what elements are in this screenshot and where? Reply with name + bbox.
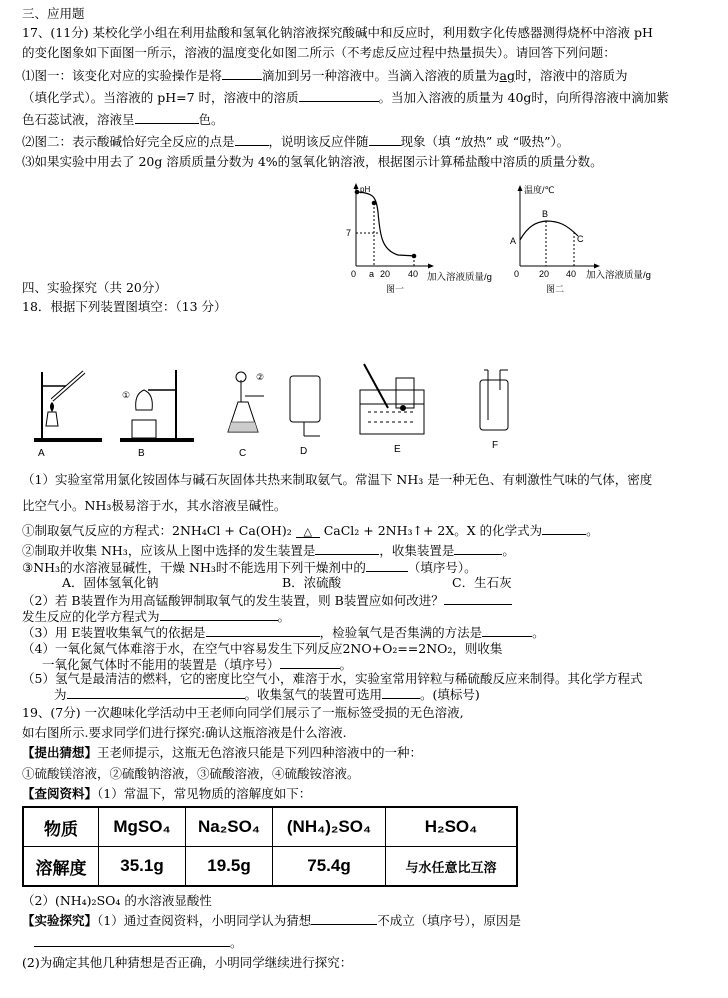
y-axis-arrow: [518, 185, 523, 191]
solubility-table: [22, 806, 518, 887]
q18-p5-line2: [54, 686, 480, 703]
answer-blank[interactable]: [34, 934, 230, 947]
table-header: (NH₄)₂SO₄: [273, 807, 386, 847]
ph-x-tick-a: a: [369, 269, 375, 279]
q18-p2-line2: [22, 608, 290, 625]
q18-sub2: [22, 542, 515, 559]
temp-point-b-label: B: [542, 209, 549, 219]
q18-sub2-c: 。: [502, 543, 515, 558]
q18-p5-line1: （5）氢气是最清洁的燃料，它的密度比空气小，难溶于水，实验室常用锌粒与稀硫酸反应来制得。其化学方程式: [22, 671, 643, 686]
q18-p5-a: 为: [54, 687, 67, 702]
q18-p2-eq-text: 发生反应的化学方程式为: [22, 609, 160, 624]
q17-part1-a: ⑴图一：该变化对应的实验操作是将: [22, 68, 223, 83]
guess-text: 王老师提示，这瓶无色溶液只能是下列四种溶液中的一种：: [97, 745, 423, 760]
q19-line2: 如右图所示.要求同学们进行探究:确认这瓶溶液是什么溶液.: [22, 725, 347, 740]
table-cell: 75.4g: [273, 847, 386, 887]
q19-data2: （2）(NH₄)₂SO₄ 的水溶液显酸性: [22, 893, 212, 908]
q17-part3: ⑶如果实验中用去了 20g 溶质质量分数为 4%的氢氧化钠溶液，根据图示计算稀盐酸中溶质的质量分数。: [22, 154, 603, 169]
q18-p4-line1: （4）一氧化氮气体难溶于水，在空气中容易发生下列反应2NO+O₂==2NO₂，则收集: [22, 641, 503, 656]
ph-graph: [338, 178, 498, 296]
q18-sub3-b: （填序号）。: [407, 560, 477, 575]
q19-reason: [34, 934, 243, 951]
temperature-graph: [500, 178, 690, 296]
heat-symbol: △: [303, 525, 312, 538]
temp-ylabel: 温度/℃: [524, 185, 555, 195]
answer-blank[interactable]: [542, 522, 586, 535]
table-header: Na₂SO₄: [186, 807, 273, 847]
ph-x-tick-40: 40: [408, 269, 419, 279]
answer-blank[interactable]: [235, 133, 269, 146]
table-cell: 溶解度: [23, 847, 99, 887]
answer-blank[interactable]: [366, 559, 408, 572]
q18-sub3: [22, 559, 477, 576]
table-header: H₂SO₄: [386, 807, 518, 847]
equation-suffix: CaCl₂ + 2NH₃↑+ 2X。X 的化学式为: [323, 523, 543, 538]
section-heading-4: 四、实验探究（共 20分）: [22, 280, 167, 295]
answer-blank[interactable]: [206, 624, 320, 637]
q18-p3-b: ，检验氧气是否集满的方法是: [319, 625, 483, 640]
q17-part1-d: 时，溶液中的溶质为: [515, 68, 628, 83]
q18-equation: ①制取氨气反应的方程式：2NH₄Cl + Ca(OH)₂ △ CaCl₂ + 2NH₃↑+ 2X。X 的化学式为 。: [22, 523, 599, 538]
reason-end: 。: [230, 935, 243, 950]
y-axis-arrow: [354, 183, 359, 189]
q18-p1-line2: 比空气小。NH₃极易溶于水，其水溶液呈碱性。: [22, 498, 287, 513]
q19-options: ①硫酸镁溶液，②硫酸钠溶液，③硫酸溶液，④硫酸铵溶液。: [22, 766, 360, 781]
apparatus-e: [360, 364, 424, 455]
answer-blank[interactable]: [454, 542, 502, 555]
ph-x-tick-0: 0: [351, 269, 357, 279]
q17-line2: 的变化图象如下面图一所示，溶液的温度变化如图二所示（不考虑反应过程中热量损失）。请回答下列问题：: [22, 45, 616, 60]
q17-part1: [22, 67, 628, 84]
table-cell: 与水任意比互溶: [386, 847, 518, 887]
answer-blank[interactable]: [299, 89, 379, 102]
temperature-curve: [520, 221, 578, 240]
q17-part1-c: ag: [499, 68, 515, 83]
temp-x-tick-20: 20: [539, 269, 550, 279]
q17-line1: 17、(11分) 某校化学小组在利用盐酸和氢氧化钠溶液探究酸碱中和反应时，利用数字化传感器测得烧杯中溶液 pH: [22, 25, 653, 40]
temp-point-c-label: C: [577, 234, 584, 244]
table-cell: 19.5g: [186, 847, 273, 887]
q19-last-line: (2)为确定其他几种猜想是否正确，小明同学继续进行探究：: [22, 955, 353, 970]
ph-ylabel: pH: [360, 185, 371, 194]
q18-option-c: C．生石灰: [452, 575, 512, 590]
answer-blank[interactable]: [160, 608, 278, 621]
apparatus-b: [120, 370, 194, 458]
answer-blank[interactable]: [280, 656, 340, 669]
answer-blank[interactable]: [482, 624, 532, 637]
temp-x-tick-40: 40: [566, 269, 577, 279]
temp-point-a-label: A: [510, 236, 517, 246]
q18-p3-a: （3）用 E装置收集氧气的依据是: [22, 625, 206, 640]
answer-blank[interactable]: [222, 67, 262, 80]
q18-p5-c: 。(填标号): [420, 687, 480, 702]
q17-part3-a: 色石蕊试液，溶液呈: [22, 112, 135, 127]
answer-blank[interactable]: [135, 111, 199, 124]
q18-sub3-a: ③NH₃的水溶液显碱性，干燥 NH₃时不能选用下列干燥剂中的: [22, 560, 366, 575]
q18-option-b: B．浓硫酸: [282, 575, 342, 590]
table-header: 物质: [23, 807, 99, 847]
q17-part4-c: 现象（填 “放热” 或 “吸热”）。: [400, 134, 570, 149]
q17-part4-b: ，说明该反应伴随: [268, 134, 369, 149]
apparatus-label-f: F: [492, 440, 499, 451]
q18-p3-c: 。: [532, 625, 545, 640]
experiment-label: 【实验探究】: [22, 913, 98, 928]
q18-p2-line1: [22, 592, 512, 609]
data-label: 【查阅资料】: [22, 786, 98, 801]
answer-blank[interactable]: [67, 686, 245, 699]
answer-blank[interactable]: [369, 133, 401, 146]
experiment-text-b: 不成立（填序号），原因是: [377, 913, 521, 928]
apparatus-mark-2: ②: [256, 372, 265, 382]
ph-xlabel: 加入溶液质量/g: [427, 272, 492, 283]
apparatus-label-e: E: [394, 444, 401, 455]
apparatus-mark-1: ①: [122, 390, 131, 400]
q17-part2-b: 。当加入溶液的质量为 40g时，向所得溶液中滴加紫: [378, 90, 669, 105]
apparatus-label-b: B: [138, 448, 145, 458]
apparatus-figure: [28, 350, 538, 458]
q17-part3-b: 色。: [198, 112, 224, 127]
x-axis-arrow: [594, 264, 600, 269]
apparatus-d: [290, 376, 320, 457]
q17-part2-a: （填化学式）。当溶液的 pH=7 时，溶液中的溶质: [22, 90, 299, 105]
q19-line1: 19、(7分) 一次趣味化学活动中王老师向同学们展示了一瓶标签受损的无色溶液,: [22, 705, 464, 720]
q18-p2-text: （2）若 B装置作为用高锰酸钾制取氧气的发生装置，则 B装置应如何改进？: [22, 593, 444, 608]
q17-part1-b: 滴加到另一种溶液中。当滴入溶液的质量为: [262, 68, 500, 83]
q18-p4-a: 一氧化氮气体时不能用的装置是（填序号）: [42, 657, 280, 672]
ph-curve: [357, 192, 416, 256]
apparatus-label-a: A: [38, 448, 45, 458]
q19-guess: [22, 745, 422, 761]
answer-blank[interactable]: [315, 542, 379, 555]
equation-prefix: ①制取氨气反应的方程式：2NH₄Cl + Ca(OH)₂: [22, 523, 292, 538]
q17-part2: [22, 133, 569, 150]
temp-xlabel: 加入溶液质量/g: [586, 270, 651, 281]
apparatus-c: [228, 372, 264, 458]
ph-caption: 图一: [386, 284, 405, 294]
q17-part1-cont: [22, 89, 669, 106]
apparatus-f: [480, 370, 508, 451]
ph-start-point: [355, 190, 360, 195]
q18-p1-line1: （1）实验室常用氯化铵固体与碱石灰固体共热来制取氨气。常温下 NH₃ 是一种无色、有刺激性气味的气体，密度: [22, 472, 653, 487]
table-header-row: [23, 807, 517, 847]
answer-blank[interactable]: [311, 912, 377, 925]
q18-title: 18．根据下列装置图填空：（13 分）: [22, 299, 227, 314]
q18-p4-b: 。: [339, 657, 353, 672]
temp-x-tick-0: 0: [514, 269, 520, 279]
answer-blank[interactable]: [382, 686, 420, 699]
q18-sub2-a: ②制取并收集 NH₃，应该从上图中选择的发生装置是: [22, 543, 316, 558]
q19-experiment: [22, 912, 521, 929]
apparatus-label-d: D: [300, 446, 308, 457]
q18-p3: [22, 624, 545, 641]
ph-y-tick-7: 7: [346, 228, 352, 238]
apparatus-label-c: C: [239, 448, 247, 458]
answer-blank[interactable]: [444, 592, 512, 605]
table-row: [23, 847, 517, 887]
q17-part4-a: ⑵图二：表示酸碱恰好完全反应的点是: [22, 134, 235, 149]
x-axis-arrow: [428, 264, 434, 269]
experiment-text-a: （1）通过查阅资料，小明同学认为猜想: [97, 913, 312, 928]
data-text: （1）常温下，常见物质的溶解度如下：: [97, 786, 312, 801]
apparatus-a: [34, 372, 102, 458]
q18-p2-end: 。: [277, 609, 291, 624]
q18-sub2-b: ，收集装置是: [379, 543, 455, 558]
section-heading-3: 三、应用题: [22, 6, 85, 21]
table-header: MgSO₄: [99, 807, 186, 847]
table-cell: 35.1g: [99, 847, 186, 887]
q19-data: [22, 786, 311, 802]
q18-option-a: A．固体氢氧化钠: [62, 575, 159, 590]
heating-condition: [296, 527, 320, 538]
q17-part1-end: [22, 111, 224, 128]
q18-p5-b: 。收集氢气的装置可选用: [244, 687, 383, 702]
guess-label: 【提出猜想】: [22, 745, 98, 760]
ph-x-tick-20: 20: [380, 269, 391, 279]
temp-caption: 图二: [546, 284, 565, 294]
